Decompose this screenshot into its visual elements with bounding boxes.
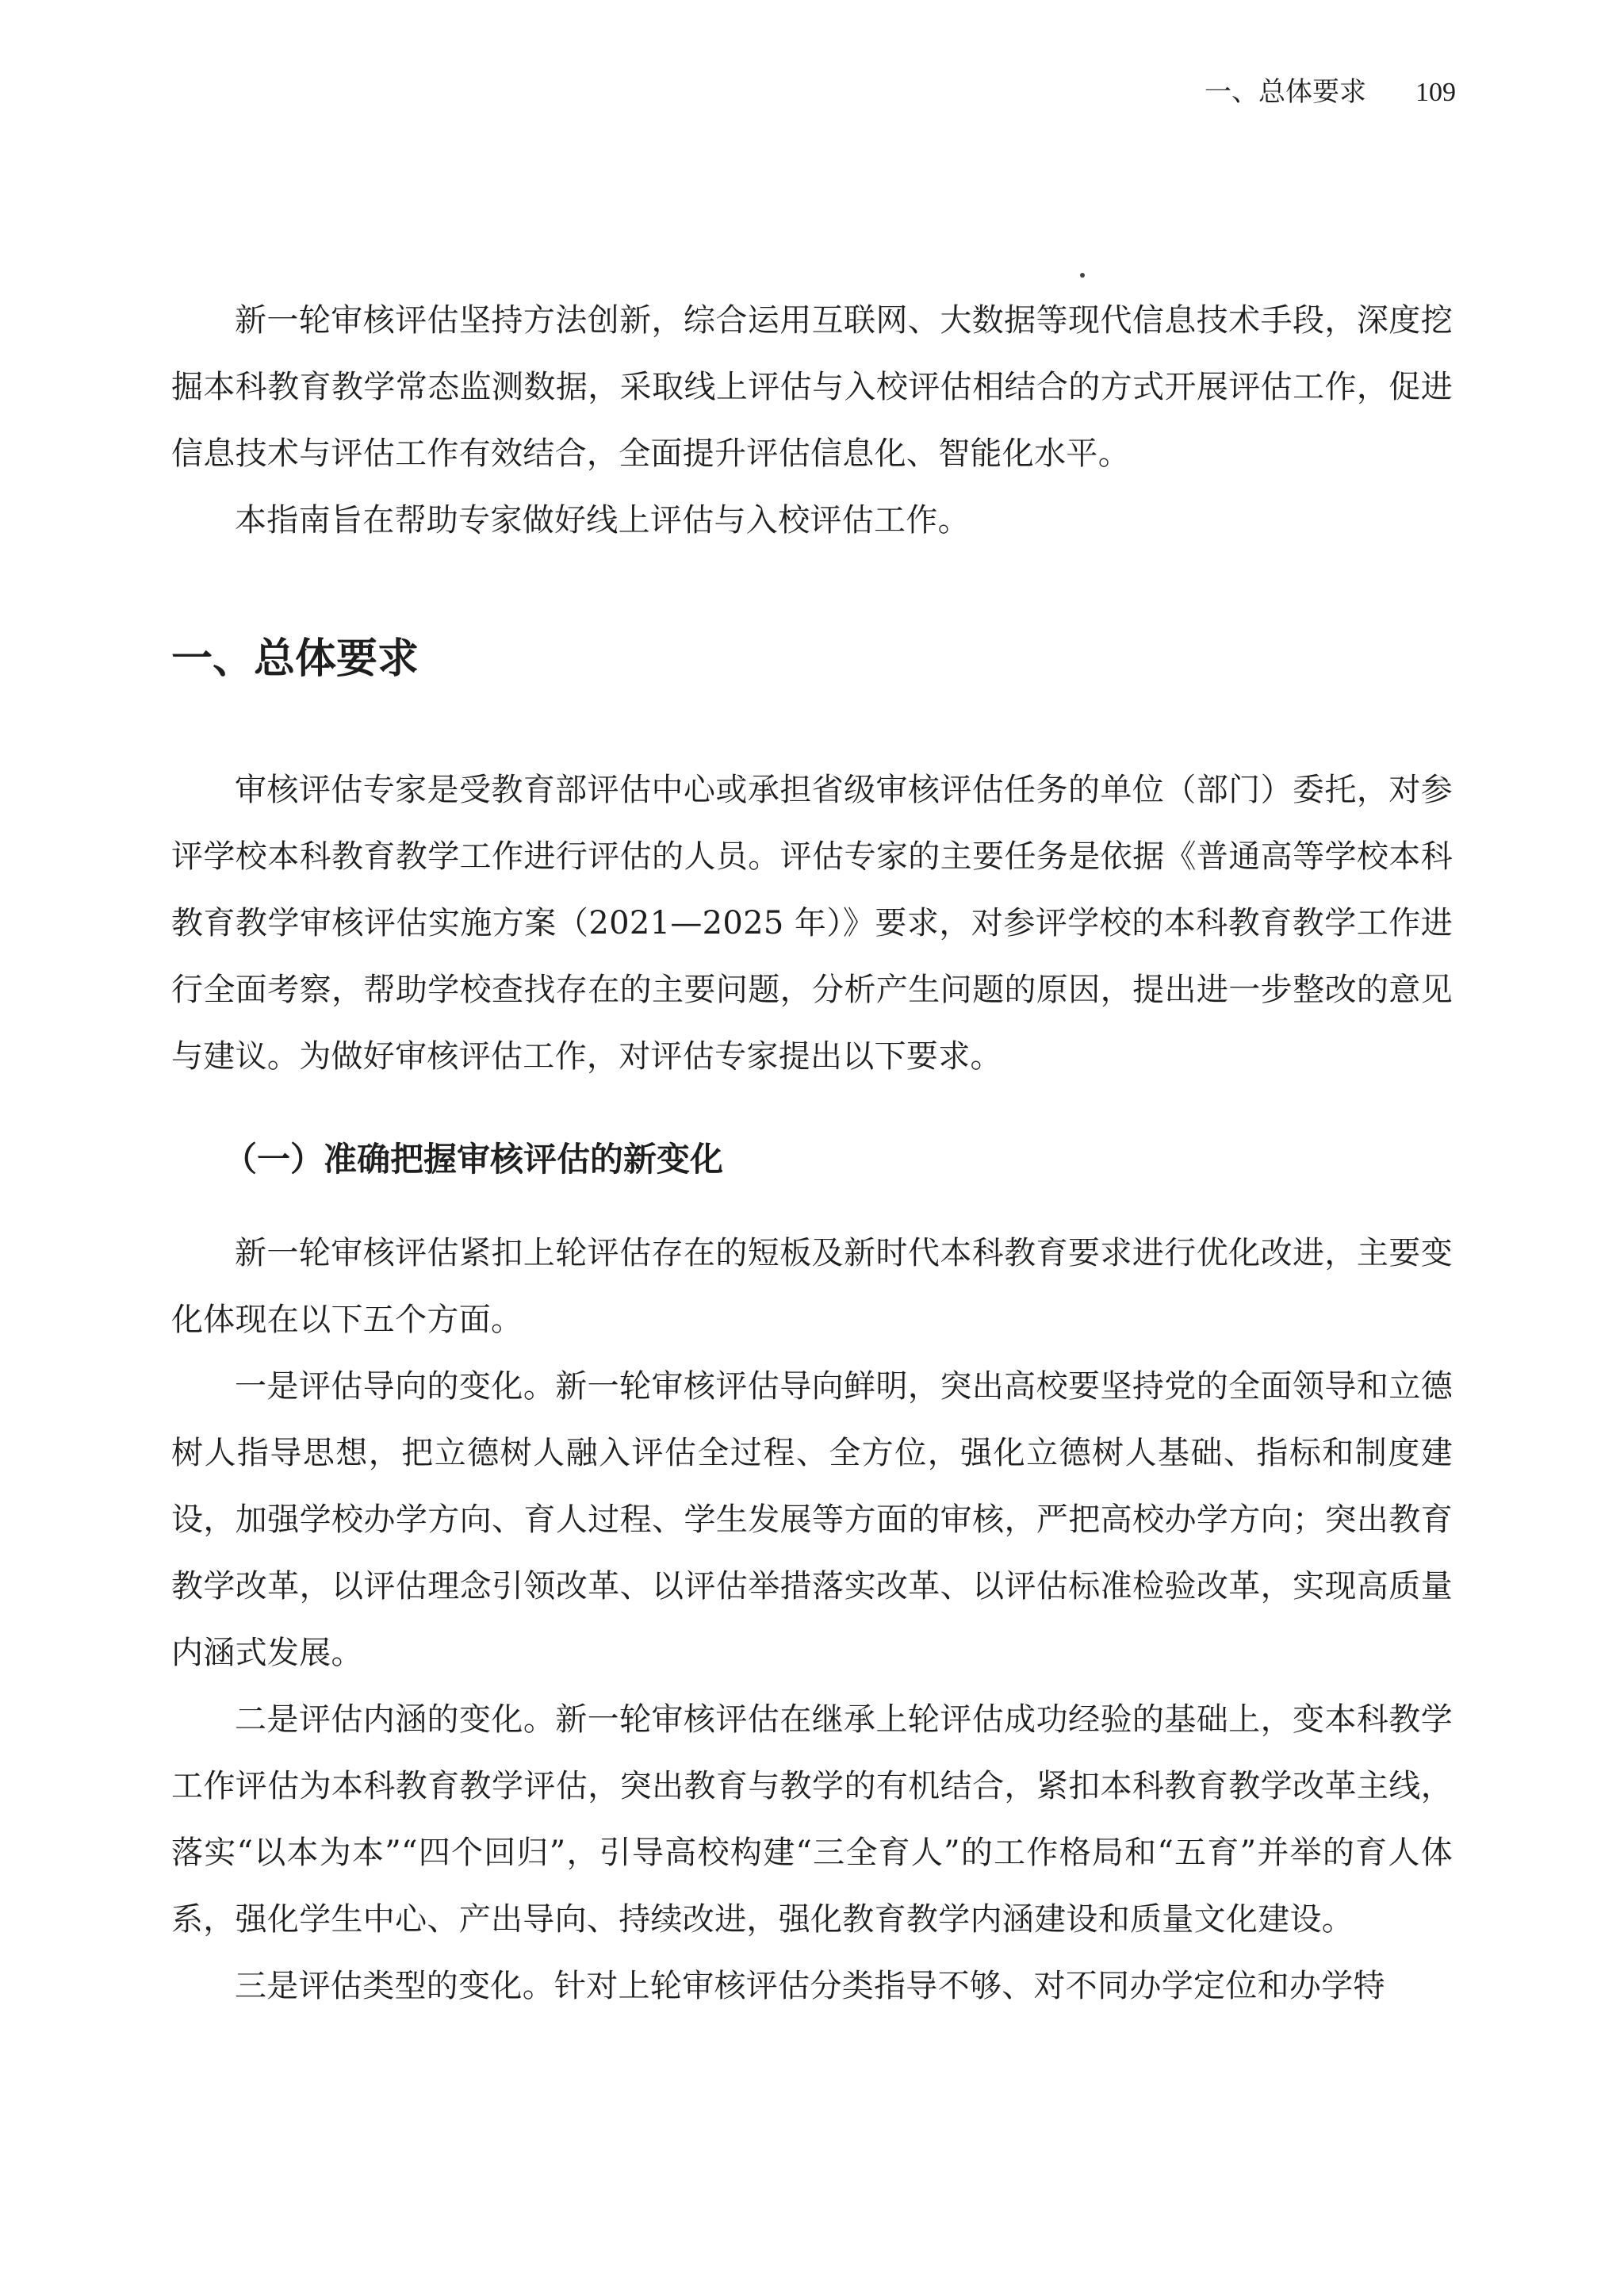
running-header: [1205, 73, 1456, 112]
page-number: 109: [1415, 78, 1456, 107]
running-title: 一、总体要求: [1205, 76, 1366, 108]
section-paragraph: 审核评估专家是受教育部评估中心或承担省级审核评估任务的单位（部门）委托，对参评学校本科教育教学工作进行评估的人员。评估专家的主要任务是依据《普通高等学校本科教育教学审核评估实施方案（2021—2025 年）》要求，对参评学校的本科教育教学工作进行全面考察，帮助学校查找存在的主要问题，分析产生问题的原因，提出进一步整改的意见与建议。为做好审核评估工作，对评估专家提出以下要求。: [171, 772, 1453, 1075]
subsection-heading: （一）准确把握审核评估的新变化: [224, 1140, 724, 1179]
subsection-paragraph: 一是评估导向的变化。新一轮审核评估导向鲜明，突出高校要坚持党的全面领导和立德树人指导思想，把立德树人融入评估全过程、全方位，强化立德树人基础、指标和制度建设，加强学校办学方向、育人过程、学生发展等方面的审核，严把高校办学方向；突出教育教学改革，以评估理念引领改革、以评估举措落实改革、以评估标准检验改革，实现高质量内涵式发展。: [171, 1368, 1453, 1671]
scan-speck: [1080, 273, 1085, 278]
subsection-paragraph: 二是评估内涵的变化。新一轮审核评估在继承上轮评估成功经验的基础上，变本科教学工作评估为本科教育教学评估，突出教育与教学的有机结合，紧扣本科教育教学改革主线，落实“以本为本”“四个回归”，引导高校构建“三全育人”的工作格局和“五育”并举的育人体系，强化学生中心、产出导向、持续改进，强化教育教学内涵建设和质量文化建设。: [171, 1701, 1453, 1938]
page-content: [171, 287, 1453, 2019]
subsection-paragraph: 新一轮审核评估紧扣上轮评估存在的短板及新时代本科教育要求进行优化改进，主要变化体现在以下五个方面。: [171, 1235, 1453, 1338]
intro-paragraph: 新一轮审核评估坚持方法创新，综合运用互联网、大数据等现代信息技术手段，深度挖掘本科教育教学常态监测数据，采取线上评估与入校评估相结合的方式开展评估工作，促进信息技术与评估工作有效结合，全面提升评估信息化、智能化水平。: [171, 302, 1453, 472]
intro-paragraph: 本指南旨在帮助专家做好线上评估与入校评估工作。: [235, 502, 970, 539]
section-heading: 一、总体要求: [171, 635, 419, 683]
subsection-paragraph: 三是评估类型的变化。针对上轮审核评估分类指导不够、对不同办学定位和办学特: [235, 1968, 1385, 2004]
